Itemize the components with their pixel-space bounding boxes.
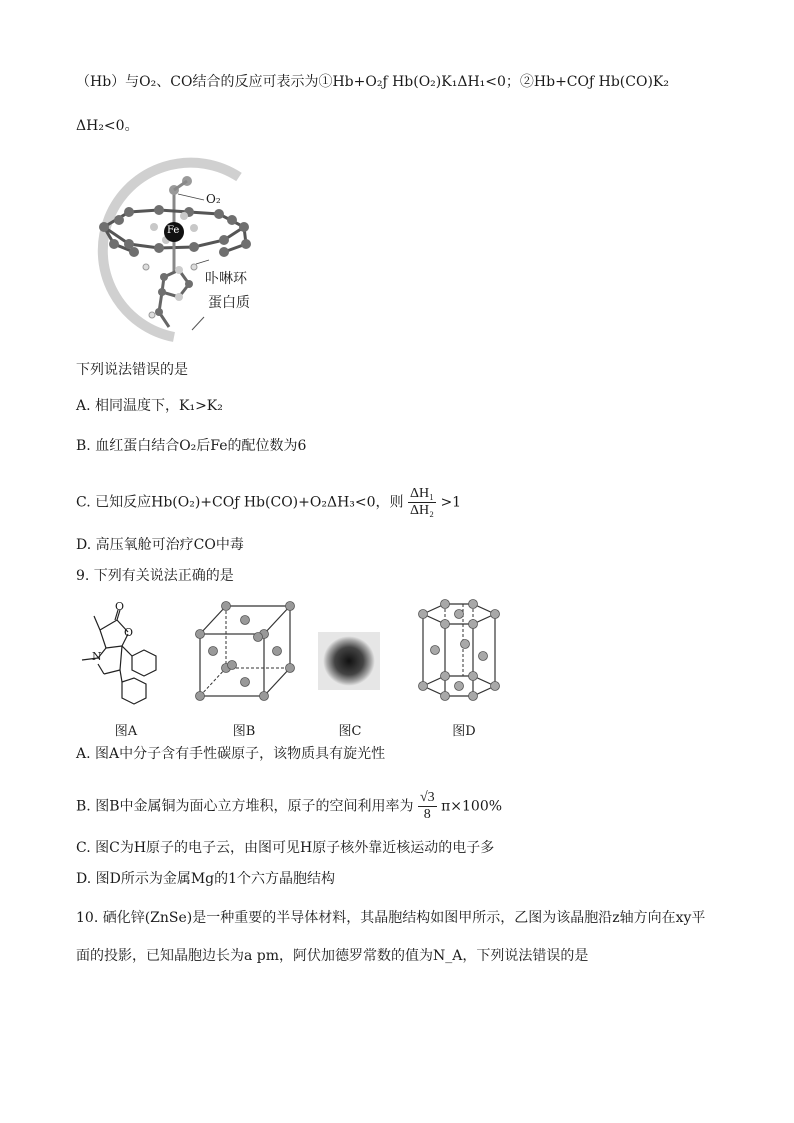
q8-option-c-num: ΔH₁ bbox=[409, 486, 434, 501]
figure-c-caption: 图C bbox=[338, 724, 362, 739]
figure-b-caption: 图B bbox=[232, 724, 256, 739]
q9-option-c: C. 图C为H原子的电子云，由图可见H原子核外靠近核运动的电子多 bbox=[76, 840, 495, 856]
figure-c-electron-cloud bbox=[318, 632, 380, 690]
figure-d-hexagonal-cell bbox=[405, 596, 515, 702]
figure-a-o-carbonyl: O bbox=[115, 600, 125, 613]
q9-option-b-suffix: π×100% bbox=[441, 798, 503, 815]
q8-option-a: A. 相同温度下，K₁>K₂ bbox=[76, 398, 223, 414]
q9-option-d: D. 图D所示为金属Mg的1个六方晶胞结构 bbox=[76, 871, 336, 887]
q8-stem: 下列说法错误的是 bbox=[76, 362, 188, 378]
q9-option-b bbox=[76, 790, 502, 823]
q9-option-b-den: 8 bbox=[423, 807, 431, 822]
q9-option-a: A. 图A中分子含有手性碳原子，该物质具有旋光性 bbox=[76, 746, 386, 762]
figure-a-o-ring: O bbox=[124, 626, 134, 639]
figure-a-molecule bbox=[72, 598, 162, 708]
q8-option-c-fraction bbox=[408, 486, 436, 519]
q8-intro: （Hb）与O₂、CO结合的反应可表示为①Hb+O₂ƒ Hb(O₂)K₁ΔH₁<0；②Hb+COƒ Hb(CO)K₂ bbox=[76, 74, 669, 90]
porphyrin-label: 卟啉环 bbox=[205, 271, 247, 287]
figure-a-caption: 图A bbox=[114, 724, 138, 739]
q8-intro-cont: ΔH₂<0。 bbox=[76, 118, 139, 134]
q9-option-b-fraction bbox=[418, 790, 437, 823]
q9-option-b-prefix: B. 图B中金属铜为面心立方堆积，原子的空间利用率为 bbox=[76, 798, 414, 815]
o2-label: O₂ bbox=[206, 192, 221, 206]
q9-stem: 9. 下列有关说法正确的是 bbox=[76, 568, 234, 584]
q8-option-c-prefix: C. 已知反应Hb(O₂)+COƒ Hb(CO)+O₂ΔH₃<0，则 bbox=[76, 494, 404, 511]
q10-line1: 10. 硒化锌(ZnSe)是一种重要的半导体材料，其晶胞结构如图甲所示，乙图为该晶胞沿z轴方向在xy平 bbox=[76, 910, 706, 926]
figure-b-fcc-cube bbox=[190, 598, 300, 702]
q8-option-d: D. 高压氧舱可治疗CO中毒 bbox=[76, 537, 244, 553]
q9-option-b-num: √3 bbox=[419, 790, 435, 805]
hemoglobin-figure bbox=[74, 152, 274, 344]
fe-label: Fe bbox=[167, 225, 180, 236]
figure-d-caption: 图D bbox=[452, 724, 476, 739]
q8-option-c-suffix: >1 bbox=[440, 494, 462, 511]
protein-label: 蛋白质 bbox=[208, 295, 250, 311]
q8-option-c bbox=[76, 486, 461, 519]
q8-option-c-den: ΔH₂ bbox=[409, 503, 434, 518]
q8-option-b: B. 血红蛋白结合O₂后Fe的配位数为6 bbox=[76, 438, 307, 454]
figure-a-n: N bbox=[92, 650, 102, 663]
q10-line2: 面的投影，已知晶胞边长为a pm，阿伏加德罗常数的值为N_A，下列说法错误的是 bbox=[76, 948, 589, 964]
